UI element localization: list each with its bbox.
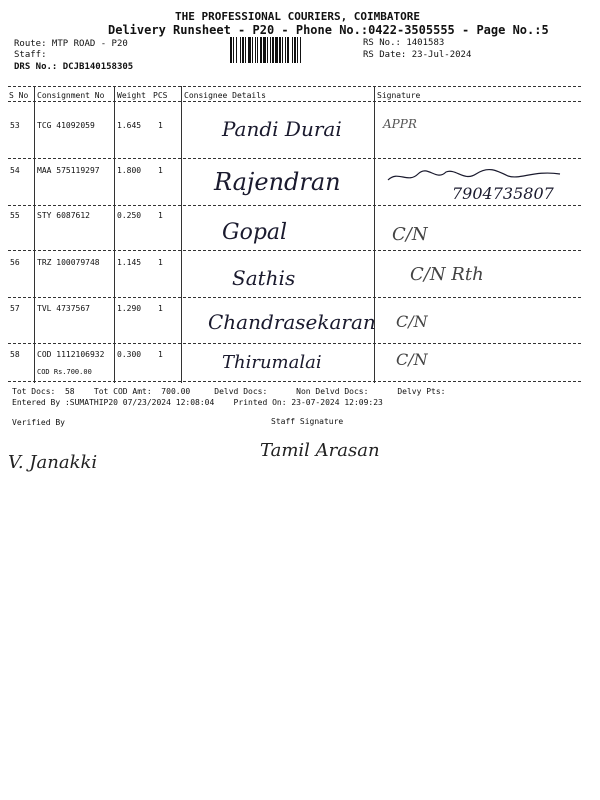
- runsheet-title: Delivery Runsheet - P20 - Phone No.:0422-3505555 - Page No.:5: [108, 23, 549, 37]
- row-weight: 1.145: [117, 258, 142, 267]
- divider: [8, 381, 581, 382]
- barcode-image: [230, 37, 358, 63]
- col-weight: Weight: [117, 91, 146, 100]
- row-weight: 1.645: [117, 121, 142, 130]
- company-name: THE PROFESSIONAL COURIERS, COIMBATORE: [175, 10, 421, 23]
- drs-number: DRS No.: DCJB140158305: [14, 62, 134, 72]
- row-sno: 58: [10, 350, 20, 359]
- divider: [8, 86, 581, 87]
- column-divider: [374, 86, 375, 383]
- row-weight: 1.800: [117, 166, 142, 175]
- divider: [8, 101, 581, 102]
- row-sno: 54: [10, 166, 20, 175]
- row-sno: 56: [10, 258, 20, 267]
- consignee-handwriting: Thirumalai: [222, 352, 322, 373]
- staff-signature-label: Staff Signature: [271, 417, 344, 426]
- rs-date: RS Date: 23-Jul-2024: [363, 50, 472, 60]
- row-pcs: 1: [158, 350, 163, 359]
- staff-label: Staff:: [14, 50, 47, 60]
- divider: [8, 205, 581, 206]
- col-signature: Signature: [377, 91, 421, 100]
- consignee-handwriting: Pandi Durai: [222, 117, 342, 141]
- divider: [8, 343, 581, 344]
- verified-by-label: Verified By: [12, 418, 65, 427]
- divider: [8, 297, 581, 298]
- row-consignment: TVL 4737567: [37, 304, 90, 313]
- row-consignment: TCG 41092059: [37, 121, 95, 130]
- row-consignment: TRZ 100079748: [37, 258, 100, 267]
- cod-note: COD Rs.700.00: [37, 368, 92, 376]
- col-consignee: Consignee Details: [184, 91, 266, 100]
- row-consignment: COD 1112106932: [37, 350, 105, 359]
- column-divider: [114, 86, 115, 383]
- route-label: Route: MTP ROAD - P20: [14, 39, 128, 49]
- signature-handwriting: C/N: [396, 312, 428, 331]
- row-weight: 0.250: [117, 211, 142, 220]
- column-divider: [181, 86, 182, 383]
- divider: [8, 250, 581, 251]
- row-sno: 55: [10, 211, 20, 220]
- signature-handwriting: C/N: [396, 350, 428, 369]
- signature-handwriting: C/N: [392, 224, 428, 245]
- staff-signature: Tamil Arasan: [260, 440, 380, 461]
- col-sno: S No: [9, 91, 29, 100]
- row-pcs: 1: [158, 258, 163, 267]
- row-sno: 57: [10, 304, 20, 313]
- signature-handwriting: APPR: [383, 117, 417, 131]
- col-pcs: PCS: [153, 91, 168, 100]
- row-sno: 53: [10, 121, 20, 130]
- row-consignment: MAA 575119297: [37, 166, 100, 175]
- verifier-signature: V. Janakki: [8, 452, 98, 473]
- entered-by-line: Entered By :SUMATHIP20 07/23/2024 12:08:04 Printed On: 23-07-2024 12:09:23: [12, 398, 383, 407]
- consignee-handwriting: Chandrasekaran: [208, 310, 376, 334]
- signature-handwriting: C/N Rth: [410, 264, 484, 285]
- consignee-handwriting: Rajendran: [214, 168, 341, 196]
- row-weight: 0.300: [117, 350, 142, 359]
- row-pcs: 1: [158, 121, 163, 130]
- signature-phone: 7904735807: [452, 184, 554, 203]
- row-weight: 1.290: [117, 304, 142, 313]
- totals-line: Tot Docs: 58 Tot COD Amt: 700.00 Delvd Docs: Non Delvd Docs: Delvy Pts:: [12, 387, 446, 396]
- row-pcs: 1: [158, 166, 163, 175]
- rs-number: RS No.: 1401583: [363, 38, 445, 48]
- row-consignment: STY 6087612: [37, 211, 90, 220]
- row-pcs: 1: [158, 211, 163, 220]
- consignee-handwriting: Gopal: [222, 220, 288, 245]
- col-consignment: Consignment No: [37, 91, 105, 100]
- row-pcs: 1: [158, 304, 163, 313]
- column-divider: [34, 86, 35, 383]
- divider: [8, 158, 581, 159]
- consignee-handwriting: Sathis: [232, 266, 296, 290]
